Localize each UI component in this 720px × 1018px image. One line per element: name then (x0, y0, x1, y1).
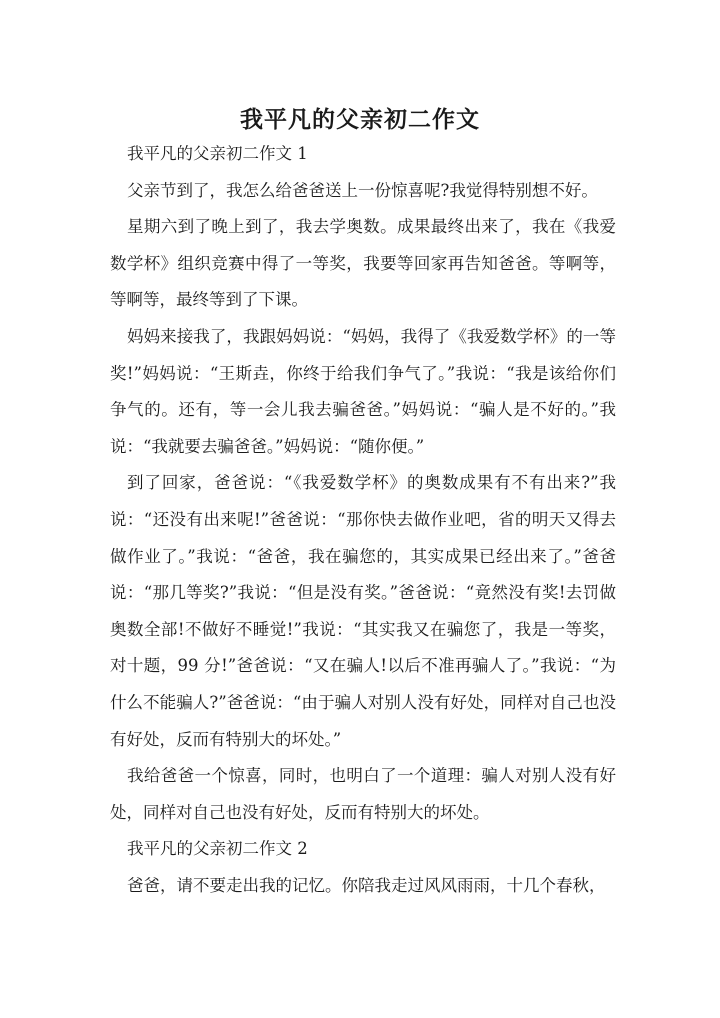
paragraph: 到了回家，爸爸说：“《我爱数学杯》的奥数成果有不有出来?”我说：“还没有出来呢!”爸爸说：“那你快去做作业吧，省的明天又得去做作业了。”我说：“爸爸，我在骗您的，其实成果已经出来了。”爸爸说：“那几等奖?”我说：“但是没有奖。”爸爸说：“竟然没有奖!去罚做奥数全部!不做好不睡觉!”我说：“其实我又在骗您了，我是一等奖，对十题，99 分!”爸爸说：“又在骗人!以后不准再骗人了。”我说：“为什么不能骗人?”爸爸说：“由于骗人对别人没有好处，同样对自己也没有好处，反而有特别大的坏处。” (110, 473, 616, 749)
page-title: 我平凡的父亲初二作文 (240, 106, 480, 134)
document-body (110, 136, 616, 904)
paragraph: 父亲节到了，我怎么给爸爸送上一份惊喜呢?我觉得特别想不好。 (127, 180, 598, 200)
paragraph: 妈妈来接我了，我跟妈妈说：“妈妈，我得了《我爱数学杯》的一等奖!”妈妈说：“王斯垚，你终于给我们争气了。”我说：“我是该给你们争气的。还有，等一会儿我去骗爸爸。”妈妈说：“骗人是不好的。”我说：“我就要去骗爸爸。”妈妈说：“随你便。” (110, 326, 616, 456)
paragraph: 星期六到了晚上到了，我去学奥数。成果最终出来了，我在《我爱数学杯》组织竞赛中得了一等奖，我要等回家再告知爸爸。等啊等，等啊等，最终等到了下课。 (110, 217, 616, 310)
paragraph: 爸爸，请不要走出我的记忆。你陪我走过风风雨雨，十几个春秋， (127, 875, 606, 895)
section-heading-2: 我平凡的父亲初二作文 2 (127, 839, 308, 859)
paragraph: 我给爸爸一个惊喜，同时，也明白了一个道理：骗人对别人没有好处，同样对自己也没有好处，反而有特别大的坏处。 (110, 766, 616, 822)
section-heading-1: 我平凡的父亲初二作文 1 (127, 144, 308, 163)
